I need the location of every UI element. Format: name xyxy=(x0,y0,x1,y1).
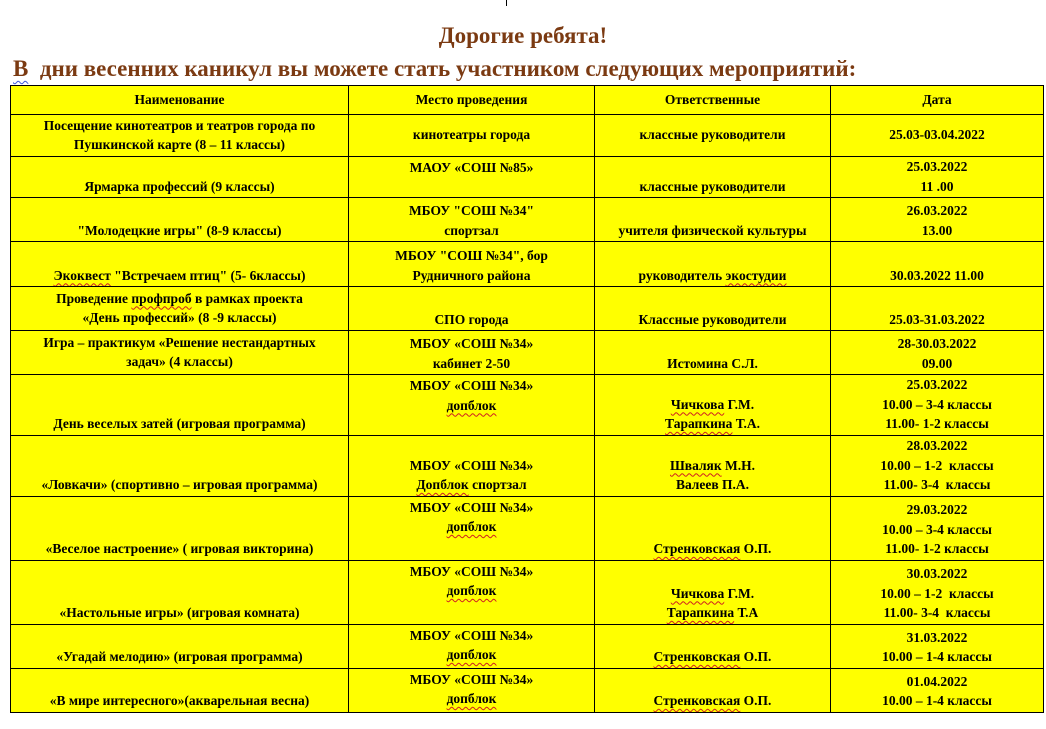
event-name-cell xyxy=(11,668,349,712)
event-name-line: «Угадай мелодию» (игровая программа) xyxy=(56,649,303,664)
subtitle-text: дни весенних каникул вы можете стать участником следующих мероприятий: xyxy=(28,56,857,81)
date-line: 25.03-03.04.2022 xyxy=(889,127,985,143)
table-row xyxy=(11,198,1044,242)
responsible-line: Тарапкина Т.А. xyxy=(665,416,760,431)
responsible-cell xyxy=(595,624,831,668)
event-name-line: Посещение кинотеатров и театров города по xyxy=(43,117,316,133)
place-cell xyxy=(349,435,595,496)
table-row xyxy=(11,624,1044,668)
date-line: 25.03.2022 xyxy=(906,377,968,392)
date-line: 10.00 – 1-2 классы xyxy=(880,585,994,601)
responsible-line: Стренковская О.П. xyxy=(653,693,772,708)
event-name-cell xyxy=(11,115,349,157)
date-line: 25.03.2022 xyxy=(906,159,968,174)
place-line: МБОУ "СОШ №34", бор xyxy=(395,248,548,263)
date-cell xyxy=(831,198,1044,242)
place-cell xyxy=(349,157,595,198)
page-title: Дорогие ребята! xyxy=(438,23,608,48)
date-line: 10.00 – 1-4 классы xyxy=(882,693,992,708)
responsible-line: классные руководители xyxy=(639,127,786,143)
responsible-line: Истомина С.Л. xyxy=(667,355,758,371)
event-name-line: «Настольные игры» (игровая комната) xyxy=(59,605,300,620)
responsible-line: Классные руководители xyxy=(638,311,787,327)
place-cell xyxy=(349,560,595,624)
date-cell xyxy=(831,115,1044,157)
date-cell xyxy=(831,668,1044,712)
date-line: 10.00 – 3-4 классы xyxy=(882,396,992,412)
subtitle-first-word: В xyxy=(13,56,29,81)
table-row xyxy=(11,242,1044,287)
date-line: 11.00- 3-4 классы xyxy=(883,605,991,620)
place-line: МБОУ «СОШ №34» xyxy=(409,378,534,393)
place-line: МБОУ «СОШ №34» xyxy=(409,671,534,687)
responsible-cell xyxy=(595,435,831,496)
responsible-line: классные руководители xyxy=(639,178,786,194)
place-cell xyxy=(349,331,595,375)
event-name-line: Проведение профпроб в рамках проекта xyxy=(56,290,303,306)
place-line: МБОУ «СОШ №34» xyxy=(409,499,534,515)
responsible-line: Чичкова Г.М. xyxy=(670,396,755,412)
responsible-line: Чичкова Г.М. xyxy=(670,585,755,601)
date-cell xyxy=(831,624,1044,668)
date-line: 09.00 xyxy=(921,355,953,371)
header-place: Место проведения xyxy=(349,86,595,115)
date-line: 10.00 – 1-2 классы xyxy=(880,457,994,473)
table-header-row xyxy=(11,86,1044,115)
date-line: 11.00- 1-2 классы xyxy=(885,416,989,431)
responsible-line: Валеев П.А. xyxy=(675,477,750,492)
date-line: 11 .00 xyxy=(920,178,954,194)
date-line: 11.00- 3-4 классы xyxy=(883,477,991,492)
event-name-line: День веселых затей (игровая программа) xyxy=(53,416,306,431)
event-name-line: «В мире интересного»(акварельная весна) xyxy=(49,693,310,708)
date-cell xyxy=(831,242,1044,287)
place-cell xyxy=(349,242,595,287)
place-cell xyxy=(349,198,595,242)
date-line: 26.03.2022 xyxy=(906,203,968,218)
responsible-cell xyxy=(595,560,831,624)
event-name-cell xyxy=(11,331,349,375)
event-name-cell xyxy=(11,157,349,198)
header-name: Наименование xyxy=(11,86,349,115)
date-line: 29.03.2022 xyxy=(906,502,968,517)
event-name-cell xyxy=(11,242,349,287)
event-name-line: Пушкинской карте (8 – 11 классы) xyxy=(73,137,286,152)
responsible-cell xyxy=(595,242,831,287)
place-line: допблок xyxy=(446,397,497,413)
place-line: кабинет 2-50 xyxy=(432,355,511,371)
date-line: 28-30.03.2022 xyxy=(897,336,977,351)
event-name-cell xyxy=(11,198,349,242)
table-row xyxy=(11,157,1044,198)
responsible-line: учителя физической культуры xyxy=(618,222,807,238)
place-cell xyxy=(349,624,595,668)
place-line: СПО города xyxy=(434,311,509,327)
date-line: 01.04.2022 xyxy=(906,673,968,689)
date-line: 30.03.2022 11.00 xyxy=(890,267,984,283)
table-row xyxy=(11,287,1044,331)
page-top-mark xyxy=(506,0,507,6)
event-name-line: «Ловкачи» (спортивно – игровая программа) xyxy=(41,477,318,492)
place-cell xyxy=(349,668,595,712)
event-name-line: «Веселое настроение» ( игровая викторина) xyxy=(45,541,314,556)
place-line: Рудничного района xyxy=(412,267,531,283)
date-cell xyxy=(831,560,1044,624)
place-line: МБОУ "СОШ №34" xyxy=(408,203,535,218)
date-cell xyxy=(831,331,1044,375)
place-line: МАОУ «СОШ №85» xyxy=(409,160,534,175)
events-table xyxy=(10,85,1044,713)
responsible-cell xyxy=(595,375,831,436)
date-line: 11.00- 1-2 классы xyxy=(885,541,989,556)
event-name-line: «День профессий» (8 -9 классы) xyxy=(82,310,277,325)
date-cell xyxy=(831,375,1044,436)
responsible-line: Тарапкина Т.А xyxy=(666,605,759,620)
table-row xyxy=(11,375,1044,436)
responsible-line: Стренковская О.П. xyxy=(653,541,772,556)
place-cell xyxy=(349,115,595,157)
date-line: 25.03-31.03.2022 xyxy=(889,311,985,327)
place-cell xyxy=(349,375,595,436)
event-name-cell xyxy=(11,496,349,560)
event-name-line: Игра – практикум «Решение нестандартных xyxy=(43,334,316,350)
place-line: спортзал xyxy=(444,222,499,238)
place-line: МБОУ «СОШ №34» xyxy=(409,627,534,643)
responsible-cell xyxy=(595,331,831,375)
date-cell xyxy=(831,435,1044,496)
responsible-cell xyxy=(595,496,831,560)
place-line: Допблок спортзал xyxy=(416,477,527,492)
date-line: 30.03.2022 xyxy=(906,566,968,581)
responsible-line: Стренковская О.П. xyxy=(653,649,772,664)
responsible-line: руководитель экостудии xyxy=(638,267,787,283)
place-line: допблок xyxy=(446,519,497,534)
place-line: МБОУ «СОШ №34» xyxy=(409,563,534,579)
event-name-cell xyxy=(11,560,349,624)
date-line: 13.00 xyxy=(921,222,953,238)
place-cell xyxy=(349,287,595,331)
date-line: 31.03.2022 xyxy=(906,629,968,645)
place-line: допблок xyxy=(446,583,497,598)
event-name-line: задач» (4 классы) xyxy=(126,354,233,369)
date-line: 10.00 – 1-4 классы xyxy=(882,649,992,664)
place-cell xyxy=(349,496,595,560)
table-row xyxy=(11,435,1044,496)
event-name-line: "Молодецкие игры" (8-9 классы) xyxy=(77,222,282,238)
event-name-cell xyxy=(11,375,349,436)
event-name-cell xyxy=(11,435,349,496)
table-row xyxy=(11,668,1044,712)
place-line: МБОУ «СОШ №34» xyxy=(409,457,534,473)
event-name-cell xyxy=(11,624,349,668)
table-row xyxy=(11,496,1044,560)
date-line: 28.03.2022 xyxy=(906,438,968,453)
responsible-cell xyxy=(595,198,831,242)
place-line: МБОУ «СОШ №34» xyxy=(409,336,534,351)
event-name-line: Ярмарка профессий (9 классы) xyxy=(84,178,275,194)
date-cell xyxy=(831,157,1044,198)
responsible-line: Шваляк М.Н. xyxy=(669,457,755,473)
responsible-cell xyxy=(595,287,831,331)
place-line: кинотеатры города xyxy=(412,127,531,143)
responsible-cell xyxy=(595,115,831,157)
event-name-cell xyxy=(11,287,349,331)
responsible-cell xyxy=(595,668,831,712)
table-row xyxy=(11,560,1044,624)
page-subtitle xyxy=(13,55,1043,83)
header-responsible: Ответственные xyxy=(595,86,831,115)
table-row xyxy=(11,115,1044,157)
responsible-cell xyxy=(595,157,831,198)
date-line: 10.00 – 3-4 классы xyxy=(882,521,992,537)
date-cell xyxy=(831,496,1044,560)
header-date: Дата xyxy=(831,86,1044,115)
table-row xyxy=(11,331,1044,375)
date-cell xyxy=(831,287,1044,331)
place-line: допблок xyxy=(446,647,497,662)
event-name-line: Экоквест "Встречаем птиц" (5- 6классы) xyxy=(53,267,306,283)
place-line: допблок xyxy=(446,691,497,706)
